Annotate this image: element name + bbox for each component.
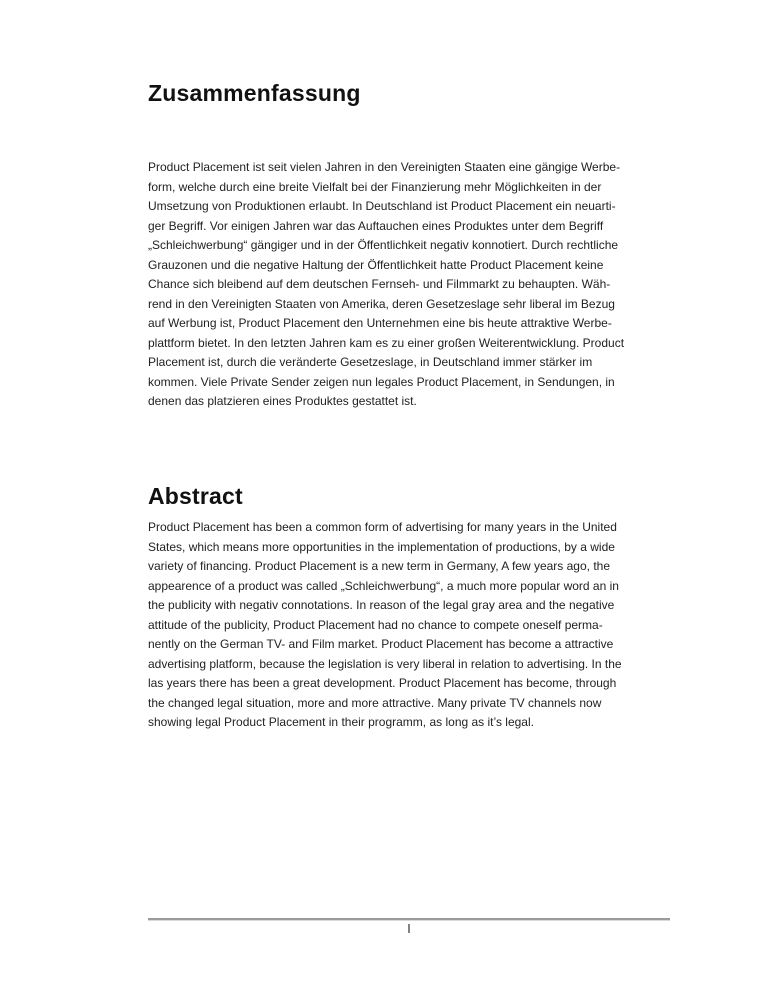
zusammenfassung-paragraph: Product Placement ist seit vielen Jahren in den Vereinigten Staaten eine gängige Werbe- form, welche durch eine breite Vielfalt bei der Finanzierung mehr Möglichkeiten in der Umsetzung von Produktionen erlaubt. In Deutschland ist Product Placement ein neuarti- ger Begriff. Vor einigen Jahren war das Auftauchen eines Produktes unter dem Begriff „Schleichwerbung“ gängiger und in der Öffentlichkeit negativ konnotiert. Durch rechtliche Grauzonen und die negative Haltung der Öffentlichkeit hatte Product Placement keine Chance sich bleibend auf dem deutschen Fernseh- und Filmmarkt zu behaupten. Wäh- rend in den Vereinigten Staaten von Amerika, deren Gesetzeslage sehr liberal im Bezug auf Werbung ist, Product Placement den Unternehmen eine bis heute attraktive Werbe- plattform bietet. In den letzten Jahren kam es zu einer großen Weiterentwicklung. Product Placement ist, durch die veränderte Gesetzeslage, in Deutschland immer stärker im kommen. Viele Private Sender zeigen nun legales Product Placement, in Sendungen, in denen das platzieren eines Produktes gestattet ist. [148,160,625,408]
section-heading-abstract: Abstract [148,483,243,509]
section-heading-zusammenfassung: Zusammenfassung [148,80,361,106]
page-number: I [407,922,411,936]
abstract-paragraph: Product Placement has been a common form of advertising for many years in the United States, which means more opportunities in the implementation of productions, by a wide variety of financing. Product Placement is a new term in Germany, A few years ago, the appearence of a product was called „Schleichwerbung“, a much more popular word an in the publicity with negativ connotations. In reason of the legal gray area and the negative attitude of the publicity, Product Placement had no chance to compete oneself perma- nently on the German TV- and Film market. Product Placement has become a attractive advertising platform, because the legislation is very liberal in relation to advertising. In the las years there has been a great development. Product Placement has become, through the changed legal situation, more and more attractive. Many private TV channels now showing legal Product Placement in their programm, as long as it’s legal. [148,520,622,729]
